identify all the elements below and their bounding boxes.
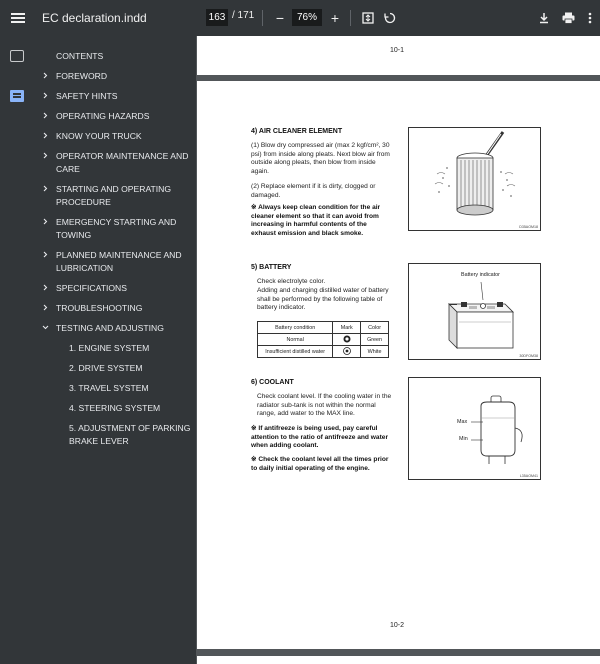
figure-code: D35AOM18: [519, 225, 538, 229]
table-header: Mark: [333, 322, 361, 334]
outline-item[interactable]: [40, 422, 192, 448]
page-number: 10-2: [390, 622, 405, 629]
section-title-air-cleaner: 4) AIR CLEANER ELEMENT: [251, 128, 343, 135]
outline-item-label: KNOW YOUR TRUCK: [56, 131, 142, 141]
table-cell: White: [361, 346, 389, 358]
battery-illustration: [409, 264, 540, 358]
hamburger-icon: [11, 13, 25, 23]
chevron-right-icon[interactable]: [42, 216, 49, 229]
battery-text-2: Adding and charging distilled water of battery shall be performed by the following table of battery indicator.: [257, 287, 389, 312]
print-button[interactable]: [558, 8, 578, 28]
page-total: / 171: [232, 10, 255, 21]
coolant-text-1: Check coolant level. If the cooling water in the radiator sub-tank is not within the normal range, add water to the MAX line.: [257, 393, 392, 418]
max-label: Max: [457, 419, 468, 425]
coolant-warning-1: ※ If antifreeze is being used, pay careful attention to the ratio of antifreeze and water when adding coolant.: [251, 425, 389, 450]
chevron-right-icon[interactable]: [42, 302, 49, 315]
outline-item[interactable]: [40, 150, 192, 176]
table-cell: [333, 334, 361, 346]
battery-figure: [408, 263, 541, 360]
sidebar-tabs: [0, 36, 34, 664]
outline-item[interactable]: [40, 183, 192, 209]
chevron-right-icon[interactable]: [42, 183, 49, 196]
table-header: Color: [361, 322, 389, 334]
battery-indicator-label: Battery indicator: [461, 272, 500, 278]
outline-item-label: OPERATING HAZARDS: [56, 111, 150, 121]
battery-indicator-table: [257, 321, 389, 358]
download-button[interactable]: [534, 8, 554, 28]
sidebar: [0, 36, 196, 664]
rotate-icon: [384, 12, 396, 24]
section-title-coolant: 6) COOLANT: [251, 379, 294, 386]
chevron-right-icon[interactable]: [42, 282, 49, 295]
outline-item[interactable]: [40, 130, 192, 143]
outline-item[interactable]: [40, 402, 192, 415]
table-cell: Green: [361, 334, 389, 346]
outline-item[interactable]: [40, 322, 192, 335]
coolant-tank-illustration: [409, 378, 540, 478]
more-actions-button[interactable]: [580, 8, 600, 28]
download-icon: [538, 12, 550, 24]
outline-item[interactable]: [40, 342, 192, 355]
next-page: [197, 656, 600, 664]
outline-item[interactable]: [40, 90, 192, 103]
outline-item[interactable]: [40, 70, 192, 83]
outline-item[interactable]: [40, 249, 192, 275]
outline-item[interactable]: [40, 216, 192, 242]
outline-item-label: 1. ENGINE SYSTEM: [69, 343, 150, 353]
zoom-in-button[interactable]: +: [330, 10, 340, 26]
chevron-right-icon[interactable]: [42, 130, 49, 143]
more-vert-icon: [588, 12, 592, 24]
page-number: 10-1: [390, 47, 405, 54]
air-cleaner-step-2: (2) Replace element if it is dirty, clogged or damaged.: [251, 183, 376, 199]
indicator-mark-icon: [343, 347, 351, 355]
outline-item[interactable]: [40, 302, 192, 315]
battery-text-1: Check electrolyte color.: [257, 278, 326, 285]
outline-item-label: EMERGENCY STARTING AND TOWING: [56, 217, 177, 240]
pdf-page: [197, 81, 600, 649]
outline-item-label: FOREWORD: [56, 71, 108, 81]
section-title-battery: 5) BATTERY: [251, 264, 292, 271]
outline-item[interactable]: [40, 50, 192, 63]
thumbnails-icon[interactable]: [10, 50, 24, 62]
outline-item-label: STARTING AND OPERATING PROCEDURE: [56, 184, 172, 207]
figure-code: 30DFOM38: [519, 354, 538, 358]
chevron-down-icon[interactable]: [42, 322, 49, 335]
toolbar-divider: [262, 10, 263, 26]
figure-code: L35AOM41: [519, 474, 538, 478]
outline-item-label: PLANNED MAINTENANCE AND LUBRICATION: [56, 250, 182, 273]
indicator-mark-icon: [343, 335, 351, 343]
outline-item-label: SAFETY HINTS: [56, 91, 118, 101]
outline-item[interactable]: [40, 382, 192, 395]
toolbar-divider: [350, 10, 351, 26]
outline-item[interactable]: [40, 362, 192, 375]
fit-page-button[interactable]: [358, 8, 378, 28]
zoom-input[interactable]: 76%: [292, 9, 322, 26]
zoom-out-button[interactable]: −: [275, 10, 285, 26]
outline-item-label: OPERATOR MAINTENANCE AND CARE: [56, 151, 189, 174]
table-header: Battery condition: [258, 322, 333, 334]
outline-item-label: 3. TRAVEL SYSTEM: [69, 383, 149, 393]
table-row: [258, 334, 389, 346]
previous-page: [197, 36, 600, 75]
air-filter-illustration: [409, 128, 540, 228]
outline-item-label: 5. ADJUSTMENT OF PARKING BRAKE LEVER: [69, 423, 191, 446]
air-cleaner-warning: ※ Always keep clean condition for the air cleaner element so that it can avoid from increasing in harmful contents of the exhaust emission and black smoke.: [251, 204, 381, 237]
chevron-right-icon[interactable]: [42, 249, 49, 262]
table-cell: [333, 346, 361, 358]
chevron-right-icon[interactable]: [42, 90, 49, 103]
outline-item-label: TESTING AND ADJUSTING: [56, 323, 164, 333]
outline-item[interactable]: [40, 282, 192, 295]
outline-item[interactable]: [40, 110, 192, 123]
rotate-button[interactable]: [380, 8, 400, 28]
document-outline-icon[interactable]: [10, 90, 24, 102]
coolant-warning-2: ※ Check the coolant level all the times prior to daily initial operating of the engine.: [251, 456, 389, 472]
air-cleaner-figure: [408, 127, 541, 231]
table-row: [258, 346, 389, 358]
menu-button[interactable]: [0, 0, 36, 36]
chevron-right-icon[interactable]: [42, 70, 49, 83]
pdf-toolbar: [0, 0, 600, 36]
min-label: Min: [459, 436, 468, 442]
table-cell: Normal: [258, 334, 333, 346]
chevron-right-icon[interactable]: [42, 150, 49, 163]
outline-item-label: 4. STEERING SYSTEM: [69, 403, 161, 413]
page-number-input[interactable]: 163: [206, 9, 228, 26]
outline-item-label: 2. DRIVE SYSTEM: [69, 363, 143, 373]
outline-item-label: TROUBLESHOOTING: [56, 303, 143, 313]
outline-item-label: SPECIFICATIONS: [56, 283, 127, 293]
document-title: EC declaration.indd: [42, 11, 147, 25]
outline-item-label: CONTENTS: [56, 51, 104, 61]
coolant-figure: [408, 377, 541, 480]
chevron-right-icon[interactable]: [42, 110, 49, 123]
table-cell: Insufficient distilled water: [258, 346, 333, 358]
air-cleaner-step-1: (1) Blow dry compressed air (max 2 kgf/cm², 30 psi) from inside along pleats. Next blow air from outside along pleats, then blow from inside again.: [251, 142, 390, 175]
fit-page-icon: [362, 12, 374, 24]
print-icon: [562, 12, 575, 24]
